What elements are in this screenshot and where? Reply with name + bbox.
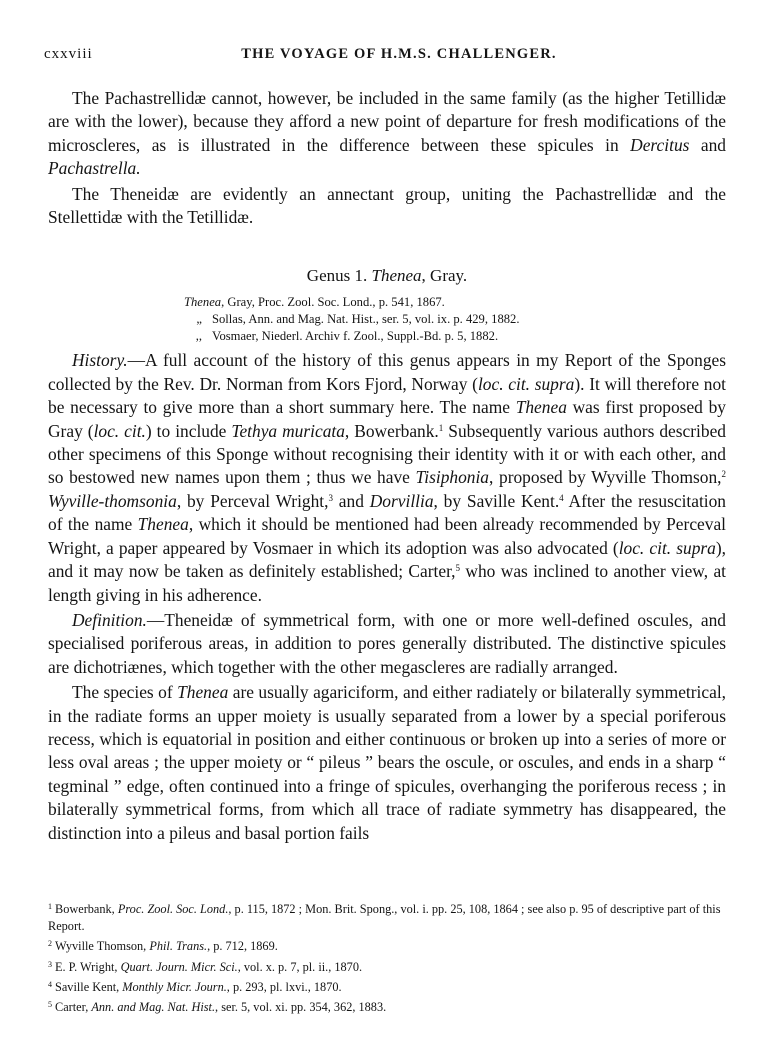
page-number: cxxviii	[44, 46, 93, 62]
footnote-ref: 4	[559, 492, 564, 503]
footnote-ref: 5	[455, 563, 461, 574]
paragraph-definition: Definition.—Theneidæ of symmetrical form, with one or more well-defined oscules, and specialised poriferous areas, in addition to pores generally distributed. The distinctive spicules are dichotriænes, which together with the other megascleres are radially arranged.	[48, 609, 726, 677]
footnotes	[48, 898, 738, 1016]
main-text	[48, 87, 726, 845]
page-header	[44, 46, 734, 68]
footnote: $^4$ Saville Kent, Monthly Micr. Journ., p. 293, pl. lxvi., 1870.	[48, 979, 342, 994]
footnote-ref: 2	[721, 469, 726, 480]
synonymy-entry: „ Sollas, Ann. and Mag. Nat. Hist., ser. 5, vol. ix. p. 429, 1882.	[196, 312, 520, 327]
paragraph-pachastrellidae: The Pachastrellidæ cannot, however, be included in the same family (as the higher Tetillidæ are with the lower), because they afford a new point of departure for fresh modifications of the microscleres, as is illustrated in the difference between these spicules in Dercitus and Pachastrella.	[48, 88, 726, 179]
footnote: $^1$ Bowerbank, Proc. Zool. Soc. Lond., p. 115, 1872 ; Mon. Brit. Spong., vol. i. pp. 25, 108, 1864 ; see also p. 95 of descriptive part of this Report.	[48, 902, 721, 934]
footnote-ref: 1	[438, 422, 444, 433]
synonymy-entry: ,, Vosmaer, Niederl. Archiv f. Zool., Suppl.-Bd. p. 5, 1882.	[195, 329, 499, 344]
paragraph-species: The species of Thenea are usually agariciform, and either radiately or bilaterally symmetrical, in the radiate forms an upper moiety is usually separated from a lower by a special poriferous recess, which is equatorial in position and either continuous or broken up into a series of more or less oval areas ; the upper moiety or “ pileus ” bears the oscule, or oscules, and ends in a sharp “ tegminal ” edge, often continued into a fringe of spicules, overhanging the poriferous recess ; in bilaterally symmetrical forms, from which all trace of radiate symmetry has disappeared, the distinction into a pileus and basal portion fails	[48, 682, 726, 843]
synonymy-entry: Thenea, Gray, Proc. Zool. Soc. Lond., p. 541, 1867.	[184, 295, 445, 310]
footnote: $^3$ E. P. Wright, Quart. Journ. Micr. Sci., vol. x. p. 7, pl. ii., 1870.	[48, 959, 363, 974]
definition-label: Definition.	[72, 609, 147, 630]
running-title: THE VOYAGE OF H.M.S. CHALLENGER.	[241, 46, 557, 62]
footnote-ref: 3	[328, 492, 333, 503]
paragraph-theneidae: The Theneidæ are evidently an annectant group, uniting the Pachastrellidæ and the Stellettidæ with the Tetillidæ.	[48, 183, 726, 228]
genus-heading: Genus 1. Thenea, Gray.	[306, 266, 468, 286]
footnote: $^2$ Wyville Thomson, Phil. Trans., p. 712, 1869.	[48, 939, 278, 954]
paragraph-history: History.—A full account of the history of this genus appears in my Report of the Sponges collected by the Rev. Dr. Norman from Kors Fjord, Norway (loc. cit. supra). It will therefore not be necessary to give more than a short summary here. The name Thenea was first proposed by Gray (loc. cit.) to include Tethya muricata, Bowerbank.$^1$ Subsequently various authors described other specimens of this Sponge without recognising their identity with it or with each other, and so bestowed new names upon them ; thus we have Tisiphonia, proposed by Wyville Thomson,$^2$ Wyville-thomsonia, by Perceval Wright,$^3$ and Dorvillia, by Saville Kent.$^4$ After the resuscitation of the name Thenea, which it should be mentioned had been already recommended by Perceval Wright, a paper appeared by Vosmaer in which its adoption was also advocated (loc. cit. supra), and it may now be taken as definitely established; Carter,$^5$ who was inclined to another view, at length giving in his adherence.	[48, 350, 727, 605]
history-label: History.	[72, 350, 128, 371]
footnote: $^5$ Carter, Ann. and Mag. Nat. Hist., ser. 5, vol. xi. pp. 354, 362, 1883.	[48, 1000, 387, 1015]
synonymy-list	[48, 294, 726, 345]
